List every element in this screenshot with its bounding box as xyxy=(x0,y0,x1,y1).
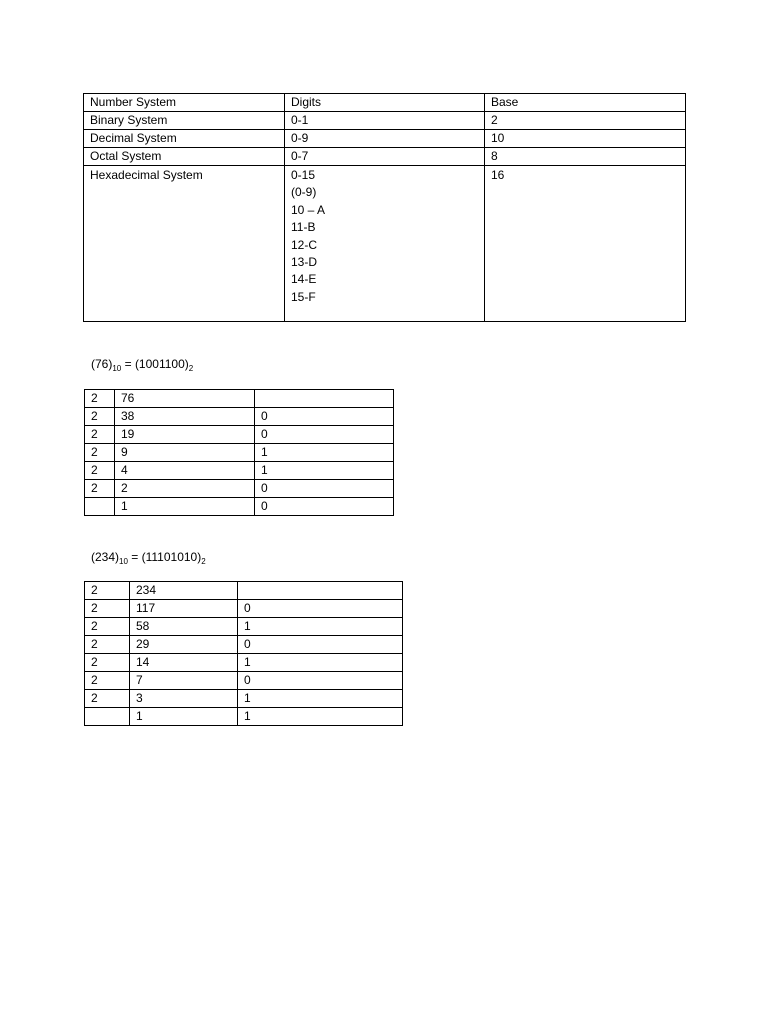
remainder-cell: 0 xyxy=(238,636,403,654)
divisor-cell xyxy=(85,708,130,726)
quotient-cell: 1 xyxy=(130,708,238,726)
divisor-cell: 2 xyxy=(85,390,115,408)
division-rows xyxy=(85,390,394,516)
table-row xyxy=(85,708,403,726)
quotient-cell: 19 xyxy=(115,426,255,444)
divisor-cell: 2 xyxy=(85,618,130,636)
quotient-cell: 38 xyxy=(115,408,255,426)
divisor-cell: 2 xyxy=(85,600,130,618)
table-header-row xyxy=(84,94,686,112)
quotient-cell: 58 xyxy=(130,618,238,636)
division-table-234 xyxy=(84,581,403,726)
remainder-cell: 0 xyxy=(255,408,394,426)
remainder-cell: 0 xyxy=(255,498,394,516)
divisor-cell: 2 xyxy=(85,654,130,672)
equation-lhs: (234) xyxy=(91,550,120,564)
header-cell-number-system: Number System xyxy=(84,94,285,112)
divisor-cell: 2 xyxy=(85,444,115,462)
digits-cell: 0-1 xyxy=(285,112,485,130)
table-row xyxy=(85,390,394,408)
equation-rhs-base: 2 xyxy=(201,557,206,566)
system-name-cell: Octal System xyxy=(84,148,285,166)
table-row xyxy=(85,618,403,636)
quotient-cell: 9 xyxy=(115,444,255,462)
quotient-cell: 117 xyxy=(130,600,238,618)
remainder-cell: 1 xyxy=(255,444,394,462)
quotient-cell: 4 xyxy=(115,462,255,480)
divisor-cell: 2 xyxy=(85,690,130,708)
table-row xyxy=(84,148,686,166)
base-cell: 16 xyxy=(485,166,686,322)
digit-line: (0-9) xyxy=(291,185,317,200)
digits-cell xyxy=(285,166,485,322)
quotient-cell: 234 xyxy=(130,582,238,600)
table-row xyxy=(85,408,394,426)
digit-line: 10 – A xyxy=(291,202,326,217)
remainder-cell: 0 xyxy=(255,480,394,498)
remainder-cell xyxy=(255,390,394,408)
divisor-cell: 2 xyxy=(85,408,115,426)
quotient-cell: 3 xyxy=(130,690,238,708)
conversion-equation-234 xyxy=(91,549,206,567)
divisor-cell xyxy=(85,498,115,516)
remainder-cell: 0 xyxy=(238,600,403,618)
digit-line: 12-C xyxy=(291,237,318,252)
divisor-cell: 2 xyxy=(85,672,130,690)
division-rows xyxy=(85,582,403,726)
base-cell: 8 xyxy=(485,148,686,166)
remainder-cell: 0 xyxy=(238,672,403,690)
table-row xyxy=(85,654,403,672)
divisor-cell: 2 xyxy=(85,462,115,480)
table-row xyxy=(85,462,394,480)
quotient-cell: 1 xyxy=(115,498,255,516)
digits-cell: 0-9 xyxy=(285,130,485,148)
base-cell: 10 xyxy=(485,130,686,148)
header-cell-base: Base xyxy=(485,94,686,112)
equation-rhs: (1001100) xyxy=(134,357,189,371)
table-row xyxy=(84,130,686,148)
equation-rhs-base: 2 xyxy=(188,364,194,373)
conversion-equation-76 xyxy=(91,356,193,374)
table-row xyxy=(85,426,394,444)
quotient-cell: 76 xyxy=(115,390,255,408)
remainder-cell: 1 xyxy=(238,708,403,726)
equation-equals: = xyxy=(121,357,135,371)
equation-rhs: (11101010) xyxy=(141,550,202,564)
digit-line: 15-F xyxy=(291,289,316,304)
header-cell-digits: Digits xyxy=(285,94,485,112)
quotient-cell: 7 xyxy=(130,672,238,690)
table-row xyxy=(85,498,394,516)
remainder-cell xyxy=(238,582,403,600)
remainder-cell: 1 xyxy=(238,654,403,672)
number-systems-table xyxy=(83,93,686,322)
digit-line: 13-D xyxy=(291,255,318,270)
digits-cell: 0-7 xyxy=(285,148,485,166)
system-name-cell: Hexadecimal System xyxy=(84,166,285,322)
equation-lhs-base: 10 xyxy=(112,364,122,373)
base-cell: 2 xyxy=(485,112,686,130)
divisor-cell: 2 xyxy=(85,426,115,444)
table-row xyxy=(85,480,394,498)
table-row xyxy=(85,582,403,600)
system-name-cell: Decimal System xyxy=(84,130,285,148)
quotient-cell: 14 xyxy=(130,654,238,672)
divisor-cell: 2 xyxy=(85,636,130,654)
digit-line: 14-E xyxy=(291,272,317,287)
equation-equals: = xyxy=(127,550,142,564)
equation-lhs: (76) xyxy=(91,357,113,371)
table-row xyxy=(85,444,394,462)
quotient-cell: 2 xyxy=(115,480,255,498)
table-row xyxy=(85,636,403,654)
system-name-cell: Binary System xyxy=(84,112,285,130)
equation-lhs-base: 10 xyxy=(119,557,128,566)
remainder-cell: 1 xyxy=(255,462,394,480)
divisor-cell: 2 xyxy=(85,582,130,600)
table-row xyxy=(85,690,403,708)
remainder-cell: 1 xyxy=(238,690,403,708)
quotient-cell: 29 xyxy=(130,636,238,654)
division-table-76 xyxy=(84,389,394,516)
remainder-cell: 0 xyxy=(255,426,394,444)
digit-line: 11-B xyxy=(291,220,316,235)
table-row xyxy=(84,112,686,130)
digit-line: 0-15 xyxy=(291,168,316,182)
table-row xyxy=(85,600,403,618)
table-row xyxy=(84,166,686,322)
table-row xyxy=(85,672,403,690)
divisor-cell: 2 xyxy=(85,480,115,498)
remainder-cell: 1 xyxy=(238,618,403,636)
